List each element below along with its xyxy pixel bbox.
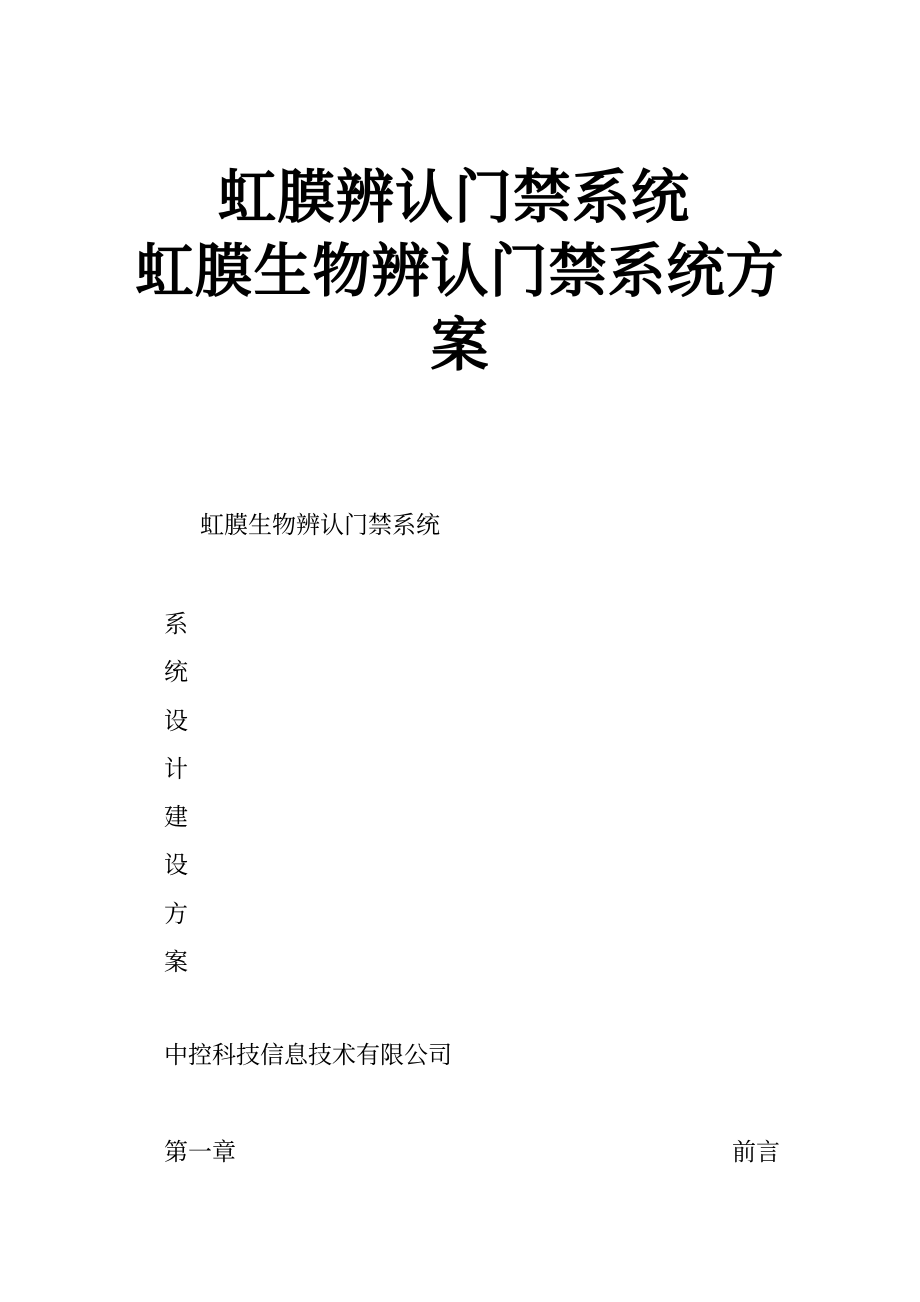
chapter-name: 前言 [732,1138,780,1166]
title-line: 案 [430,311,490,379]
vertical-char: 设 [164,706,188,735]
vertical-char: 设 [164,851,188,880]
vertical-char: 案 [164,948,188,977]
vertical-char: 系 [164,610,188,638]
title-line: 虹膜生物辨认门禁系统方 [135,237,785,305]
company-name: 中控科技信息技术有限公司 [164,1041,452,1069]
document-subtitle: 虹膜生物辨认门禁系统 [200,511,440,539]
vertical-char: 建 [164,803,188,832]
document-title [0,160,920,382]
chapter-number: 第一章 [164,1138,236,1166]
title-line: 虹膜辨认门禁系统 [217,163,690,231]
vertical-char: 统 [164,658,188,687]
vertical-heading [164,600,188,986]
vertical-char: 方 [164,899,188,928]
vertical-char: 计 [164,754,188,783]
chapter-heading [164,1132,780,1172]
